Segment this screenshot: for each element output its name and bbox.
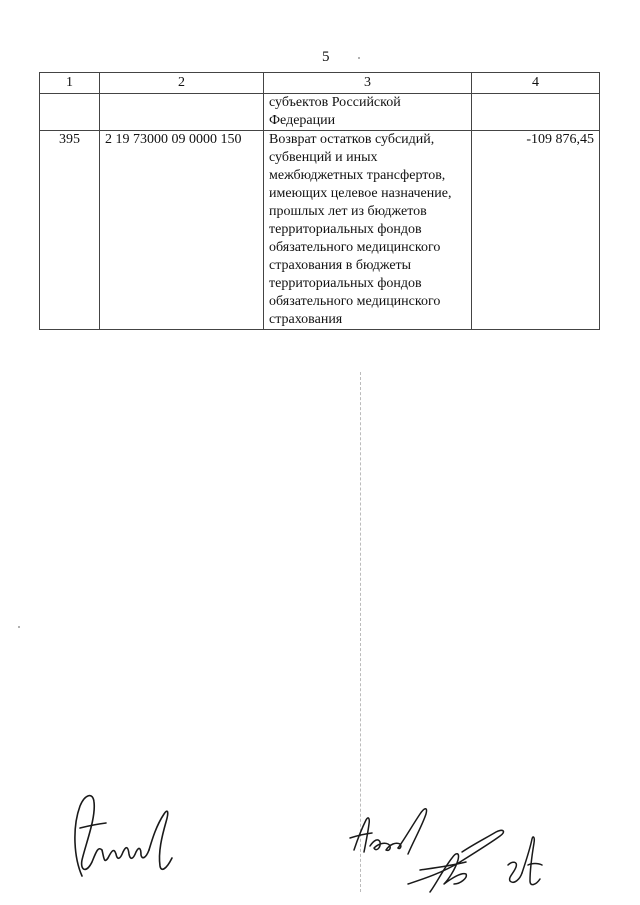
row-name-line: прошлых лет из бюджетов [269, 204, 427, 219]
page-number: 5 [322, 49, 330, 65]
scan-dot [358, 57, 360, 59]
signature-right-3 [502, 835, 547, 890]
continuation-col-4 [472, 94, 600, 131]
row-name-line: территориальных фондов [269, 222, 422, 237]
table-header-row [40, 73, 600, 94]
row-name-line: обязательного медицинского [269, 240, 441, 255]
row-name-line: субвенций и иных [269, 150, 378, 165]
row-name-line: территориальных фондов [269, 276, 422, 291]
row-name-line: межбюджетных трансфертов, [269, 168, 446, 183]
header-col-2: 2 [100, 73, 264, 94]
header-col-3: 3 [264, 73, 472, 94]
continuation-col-1 [40, 94, 100, 131]
row-name-line: страхования [269, 312, 343, 327]
row-code: 2 19 73000 09 0000 150 [100, 131, 264, 330]
row-name-line: обязательного медицинского [269, 294, 441, 309]
continuation-name-cell [264, 94, 472, 131]
row-name-line: имеющих целевое назначение, [269, 186, 452, 201]
continuation-col-2 [100, 94, 264, 131]
row-amount: -109 876,45 [472, 131, 600, 330]
table-row-continuation [40, 94, 600, 131]
continuation-name-line: Федерации [269, 113, 336, 128]
scan-dot [18, 626, 20, 628]
row-name-cell [264, 131, 472, 330]
table-row [40, 131, 600, 330]
row-name-line: Возврат остатков субсидий, [269, 132, 435, 147]
row-name-line: страхования в бюджеты [269, 258, 412, 273]
continuation-name-line: субъектов Российской [269, 95, 401, 110]
signature-right-2 [400, 824, 510, 896]
signature-left [68, 788, 178, 883]
header-col-1: 1 [40, 73, 100, 94]
header-col-4: 4 [472, 73, 600, 94]
budget-table [39, 72, 600, 330]
row-number: 395 [40, 131, 100, 330]
